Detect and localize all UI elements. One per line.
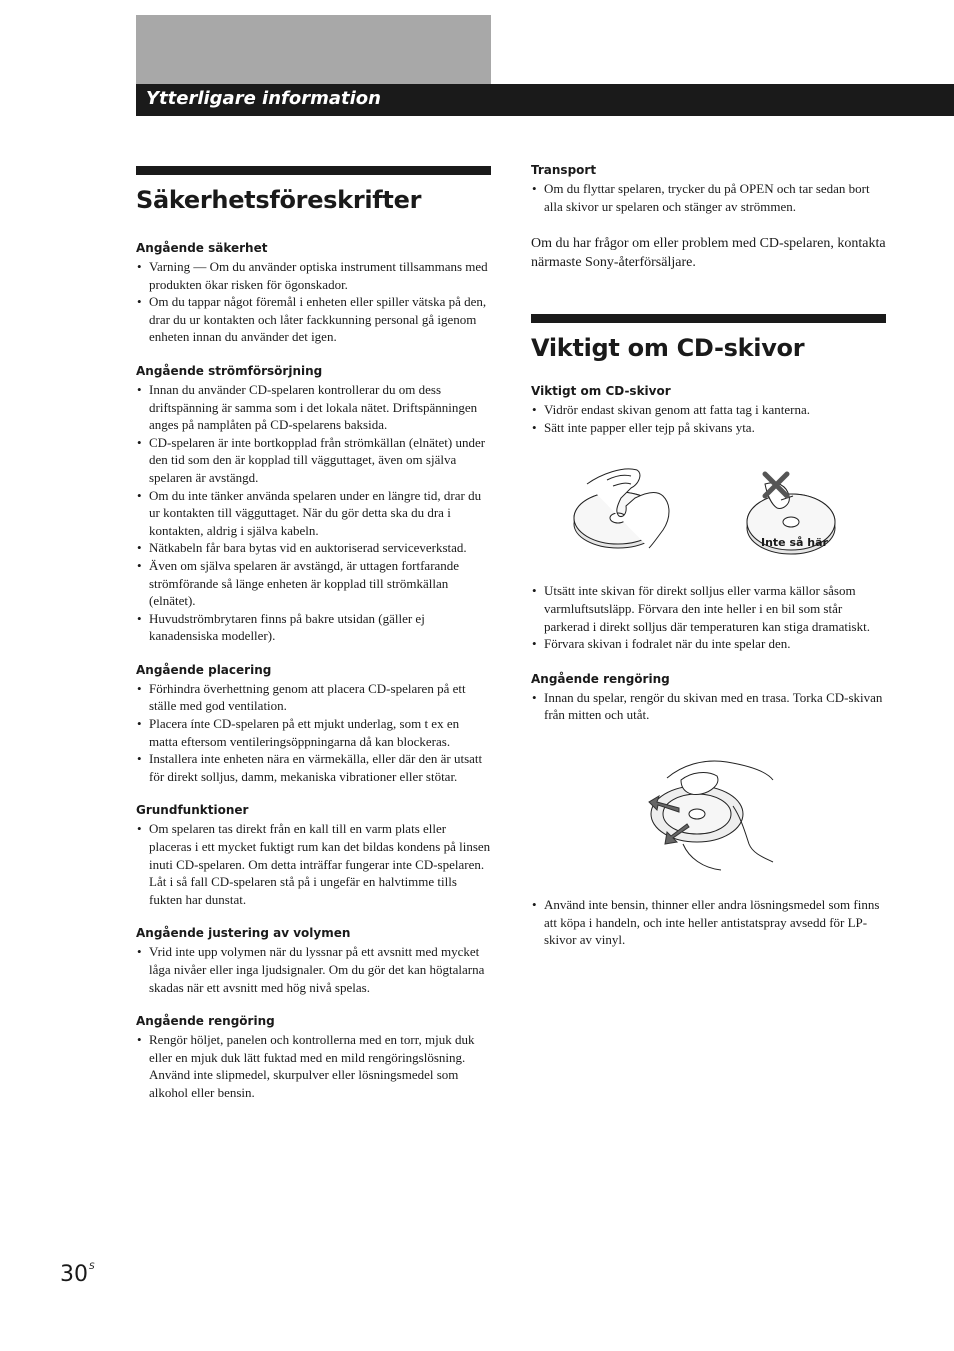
safety-group xyxy=(136,663,491,786)
list-item: • Huvudströmbrytaren finns på bakre utsidan (gäller ej kanadensiska modeller). xyxy=(136,610,491,645)
group-heading: Angående placering xyxy=(136,662,272,677)
list-item: • Placera ínte CD-spelaren på ett mjukt underlag, som t ex en matta eftersom ventileringsöppningarna då kan blockeras. xyxy=(136,715,491,750)
list-item: • Om du flyttar spelaren, trycker du på OPEN och tar sedan bort alla skivor ur spelaren och stänger av strömmen. xyxy=(531,180,886,215)
list-item: • Sätt inte papper eller tejp på skivans yta. xyxy=(531,419,886,437)
group-heading: Angående strömförsörjning xyxy=(136,363,323,378)
group-heading: Angående justering av volymen xyxy=(136,926,351,941)
group-list xyxy=(136,943,491,996)
safety-group xyxy=(136,803,491,908)
list-item: • Förvara skivan i fodralet när du inte spelar den. xyxy=(531,635,886,653)
safety-group xyxy=(136,1014,491,1101)
correct-hold-disc-icon xyxy=(574,469,669,548)
group-list xyxy=(136,258,491,346)
list-item: • Använd inte bensin, thinner eller andra lösningsmedel som finns att köpa i handeln, och inte heller antistatspray avsedd för LP-skivor av vinyl. xyxy=(531,896,886,949)
list-item: • Nätkabeln får bara bytas vid en auktoriserad serviceverkstad. xyxy=(136,539,491,557)
safety-group xyxy=(136,926,491,996)
list-item: • Vrid inte upp volymen när du lyssnar på ett avsnitt med mycket låga nivåer eller inga ljudsignaler. Om du gör det kan högtalarna skadas när ett avsnitt med hög nivå spelas. xyxy=(136,943,491,996)
section-title: Ytterligare information xyxy=(146,88,381,109)
page-number-suffix: S xyxy=(89,1262,95,1272)
disc-handling-figure xyxy=(531,440,886,568)
cd-title: Viktigt om CD-skivor xyxy=(531,334,805,363)
list-item: • Varning — Om du använder optiska instrument tillsammans med produkten ökar risken för ögonskador. xyxy=(136,258,491,293)
safety-group xyxy=(136,364,491,645)
group-heading: Angående säkerhet xyxy=(136,241,268,255)
solvent-list xyxy=(531,896,886,949)
list-item: • Om du tappar något föremål i enheten eller spiller vätska på den, drar du ur kontakten och låter fackkunning personal gå igenom enheten innan du använder det igen. xyxy=(136,293,491,346)
list-item: • Om du inte tänker använda spelaren under en längre tid, drar du ur kontakten till vägguttaget. När du gör detta ska du dra i kontakten, aldrig i själva kabeln. xyxy=(136,487,491,540)
group-heading: Grundfunktioner xyxy=(136,803,249,818)
list-item: • Förhindra överhettning genom att placera CD-spelaren på ett ställe med god ventilation. xyxy=(136,680,491,715)
storage-list xyxy=(531,582,886,652)
list-item: • Innan du använder CD-spelaren kontrollerar du om dess driftspänning är samma som i det lokala nätet. Driftspänningen anges på namplåten på CD-spelarens baksida. xyxy=(136,381,491,434)
section-header-bar xyxy=(136,84,954,116)
list-item: • Vidrör endast skivan genom att fatta tag i kanterna. xyxy=(531,401,886,419)
list-item: • Innan du spelar, rengör du skivan med en trasa. Torka CD-skivan från mitten och utåt. xyxy=(531,689,886,724)
group-list xyxy=(136,1031,491,1101)
list-item: • CD-spelaren är inte bortkopplad från strömkällan (elnätet) under den tid som den är kopplad till vägguttaget, även om själva spelaren är avstängd. xyxy=(136,434,491,487)
group-list xyxy=(136,680,491,786)
list-item: • Installera inte enheten nära en värmekälla, eller där den är utsatt för direkt solljus, damm, mekaniska vibrationer eller stötar. xyxy=(136,750,491,785)
page-number xyxy=(60,1262,95,1287)
cd-title-rule xyxy=(531,314,886,323)
disc-cleaning-figure xyxy=(531,736,886,886)
transport-list xyxy=(531,180,886,215)
disc-illustration xyxy=(531,440,886,568)
transport-heading: Transport xyxy=(531,163,597,177)
list-item: • Rengör höljet, panelen och kontrollerna med en torr, mjuk duk eller en mjuk duk lätt fuktad med en mild rengöringslösning. Använd inte slipmedel, skurpulver eller lösningsmedel som alkohol eller bensin. xyxy=(136,1031,491,1101)
title-rule xyxy=(136,166,491,175)
left-column xyxy=(136,166,491,1120)
cd-list xyxy=(531,401,886,436)
cd-heading: Viktigt om CD-skivor xyxy=(531,384,671,399)
page-number-value: 30 xyxy=(60,1262,88,1287)
right-column xyxy=(531,163,886,949)
cleaning-list xyxy=(531,689,886,724)
list-item: • Om spelaren tas direkt från en kall till en varm plats eller placeras i ett mycket fuktigt rum kan det bildas kondens på linsen inuti CD-spelaren. Om detta inträffar fungerar inte CD-spelaren. Låt i så fall CD-spelaren stå på i ungefär en halvtimme tills fukten har dunstat. xyxy=(136,820,491,908)
cleaning-disc-icon xyxy=(651,761,773,870)
safety-group xyxy=(136,241,491,346)
page-title: Säkerhetsföreskrifter xyxy=(136,186,422,214)
list-item: • Utsätt inte skivan för direkt solljus eller varma källor såsom varmluftsutsläpp. Förvara den inte heller i en bil som står parkerad i direkt solljus där temperaturen kan stiga dramatiskt. xyxy=(531,582,886,635)
header-gray-tab xyxy=(136,15,491,84)
group-heading: Angående rengöring xyxy=(136,1014,275,1029)
contact-text: Om du har frågor om eller problem med CD-spelaren, kontakta närmaste Sony-återförsäljare. xyxy=(531,236,886,271)
list-item: • Även om själva spelaren är avstängd, är uttagen fortfarande strömförande så länge enheten är kopplad till strömkällan (elnätet). xyxy=(136,557,491,610)
figure-caption: Inte så här xyxy=(761,536,828,550)
cleaning-heading: Angående rengöring xyxy=(531,671,670,686)
group-list xyxy=(136,820,491,908)
safety-groups xyxy=(136,241,491,1102)
group-list xyxy=(136,381,491,645)
cleaning-illustration xyxy=(531,736,886,886)
